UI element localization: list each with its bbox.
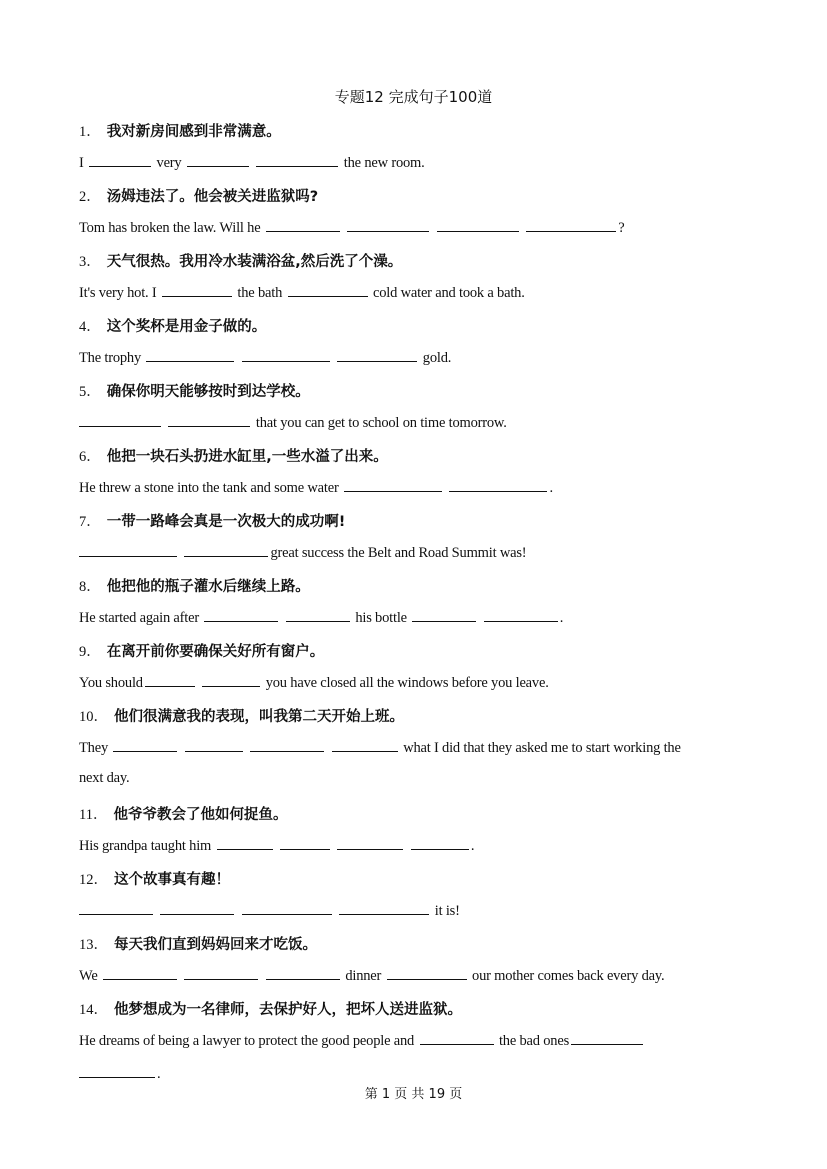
answer-text: his bottle [355,610,407,626]
answer-blank[interactable] [242,900,332,915]
question-text: 他把他的瓶子灌水后继续上路。 [106,579,310,595]
answer-line-3 [79,282,525,302]
question-1 [79,120,281,141]
question-number: 8． [79,579,101,595]
answer-text: very [156,155,182,171]
answer-blank[interactable] [217,835,273,850]
answer-text: We [79,968,98,984]
answer-blank[interactable] [145,672,195,687]
answer-blank[interactable] [113,737,177,752]
question-number: 12． [79,872,108,888]
answer-text: He dreams of being a lawyer to protect the good people and [79,1033,415,1049]
answer-blank[interactable] [449,477,547,492]
answer-line-6 [79,477,553,497]
answer-blank[interactable] [202,672,260,687]
answer-blank[interactable] [280,835,330,850]
answer-text: It's very hot. I [79,285,157,301]
answer-text: the bath [237,285,283,301]
question-text: 一带一路峰会真是一次极大的成功啊! [106,514,346,530]
question-text: 这个故事真有趣！ [114,872,230,888]
answer-blank[interactable] [89,152,151,167]
answer-blank[interactable] [344,477,442,492]
answer-text: The trophy [79,350,142,366]
answer-blank[interactable] [411,835,469,850]
answer-text: ? [618,220,625,236]
question-2 [79,185,318,206]
answer-line-10-cont [79,770,129,787]
answer-text: our mother comes back every day. [472,968,665,984]
answer-line-11 [79,835,474,855]
question-number: 10． [79,709,108,725]
question-number: 5． [79,384,101,400]
page-footer: 第 1 页 共 19 页 [364,1087,463,1102]
answer-blank[interactable] [437,217,519,232]
question-5 [79,380,310,401]
question-text: 他爷爷教会了他如何捉鱼。 [113,807,288,823]
answer-blank[interactable] [266,965,340,980]
answer-text: next day. [79,770,130,786]
answer-line-1 [79,152,425,172]
answer-blank[interactable] [79,542,177,557]
answer-text: . [470,838,475,854]
question-14 [79,998,462,1019]
answer-blank[interactable] [412,607,476,622]
answer-blank[interactable] [168,412,250,427]
answer-text: the bad ones [498,1033,570,1049]
answer-blank[interactable] [288,282,368,297]
answer-blank[interactable] [337,835,403,850]
answer-blank[interactable] [79,900,153,915]
question-9 [79,640,324,661]
answer-text: cold water and took a bath. [373,285,525,301]
answer-blank[interactable] [185,737,243,752]
question-number: 14． [79,1002,108,1018]
answer-line-2 [79,217,624,237]
question-number: 1． [79,124,101,140]
answer-blank[interactable] [250,737,324,752]
answer-blank[interactable] [337,347,417,362]
answer-line-13 [79,965,664,985]
answer-blank[interactable] [347,217,429,232]
question-text: 确保你明天能够按时到达学校。 [106,384,310,400]
answer-text: what I did that they asked me to start working the [403,740,681,756]
question-number: 4． [79,319,101,335]
question-number: 7． [79,514,101,530]
question-7 [79,510,345,531]
question-number: 6． [79,449,101,465]
answer-blank[interactable] [242,347,330,362]
answer-blank[interactable] [256,152,338,167]
answer-blank[interactable] [204,607,278,622]
question-8 [79,575,310,596]
answer-text: They [79,740,108,756]
question-12 [79,868,230,889]
answer-blank[interactable] [184,542,268,557]
answer-text: He threw a stone into the tank and some water [79,480,339,496]
answer-blank[interactable] [571,1030,643,1045]
question-text: 我对新房间感到非常满意。 [106,124,281,140]
answer-line-10 [79,737,681,757]
question-number: 9． [79,644,101,660]
answer-blank[interactable] [79,1063,155,1078]
question-11 [79,803,287,824]
question-3 [79,250,402,271]
answer-text: you have closed all the windows before you leave. [265,675,549,691]
answer-blank[interactable] [339,900,429,915]
question-text: 他们很满意我的表现，叫我第二天开始上班。 [114,709,404,725]
answer-blank[interactable] [146,347,234,362]
question-text: 汤姆违法了。他会被关进监狱吗? [106,189,319,205]
answer-text: You should [79,675,143,691]
answer-line-4 [79,347,451,367]
answer-text: Tom has broken the law. Will he [79,220,261,236]
answer-text: the new room. [343,155,425,171]
question-text: 天气很热。我用冷水装满浴盆,然后洗了个澡。 [106,254,403,270]
answer-line-9 [79,672,549,692]
answer-blank[interactable] [162,282,232,297]
answer-blank[interactable] [266,217,340,232]
question-number: 2． [79,189,101,205]
answer-blank[interactable] [79,412,161,427]
answer-line-8 [79,607,563,627]
answer-blank[interactable] [160,900,234,915]
answer-line-7 [79,542,526,562]
question-number: 13． [79,937,108,953]
page-title: 专题12 完成句子100道 [334,88,493,106]
answer-text: I [79,155,84,171]
answer-line-5 [79,412,507,432]
answer-text: dinner [345,968,382,984]
question-number: 11． [79,807,108,823]
question-10 [79,705,404,726]
answer-blank[interactable] [526,217,616,232]
answer-text: it is! [434,903,460,919]
question-4 [79,315,266,336]
answer-blank[interactable] [332,737,398,752]
question-number: 3． [79,254,101,270]
question-text: 这个奖杯是用金子做的。 [106,319,267,335]
question-13 [79,933,317,954]
answer-line-12 [79,900,460,920]
answer-blank[interactable] [103,965,177,980]
answer-text: He started again after [79,610,199,626]
question-6 [79,445,388,466]
answer-text: . [549,480,553,496]
answer-text: gold. [422,350,452,366]
answer-blank[interactable] [484,607,558,622]
answer-blank[interactable] [187,152,249,167]
answer-blank[interactable] [286,607,350,622]
question-text: 在离开前你要确保关好所有窗户。 [106,644,325,660]
answer-text: that you can get to school on time tomorrow. [255,415,507,431]
answer-blank[interactable] [387,965,467,980]
answer-text: great success the Belt and Road Summit was! [270,545,527,561]
question-text: 他梦想成为一名律师，去保护好人，把坏人送进监狱。 [114,1002,462,1018]
answer-text: . [157,1066,161,1082]
answer-blank[interactable] [184,965,258,980]
answer-text: His grandpa taught him [79,838,212,854]
answer-line-14-cont [79,1063,160,1083]
answer-blank[interactable] [420,1030,494,1045]
answer-text: . [559,610,564,626]
question-text: 每天我们直到妈妈回来才吃饭。 [114,937,317,953]
question-text: 他把一块石头扔进水缸里,一些水溢了出来。 [106,449,388,465]
answer-line-14 [79,1030,645,1050]
